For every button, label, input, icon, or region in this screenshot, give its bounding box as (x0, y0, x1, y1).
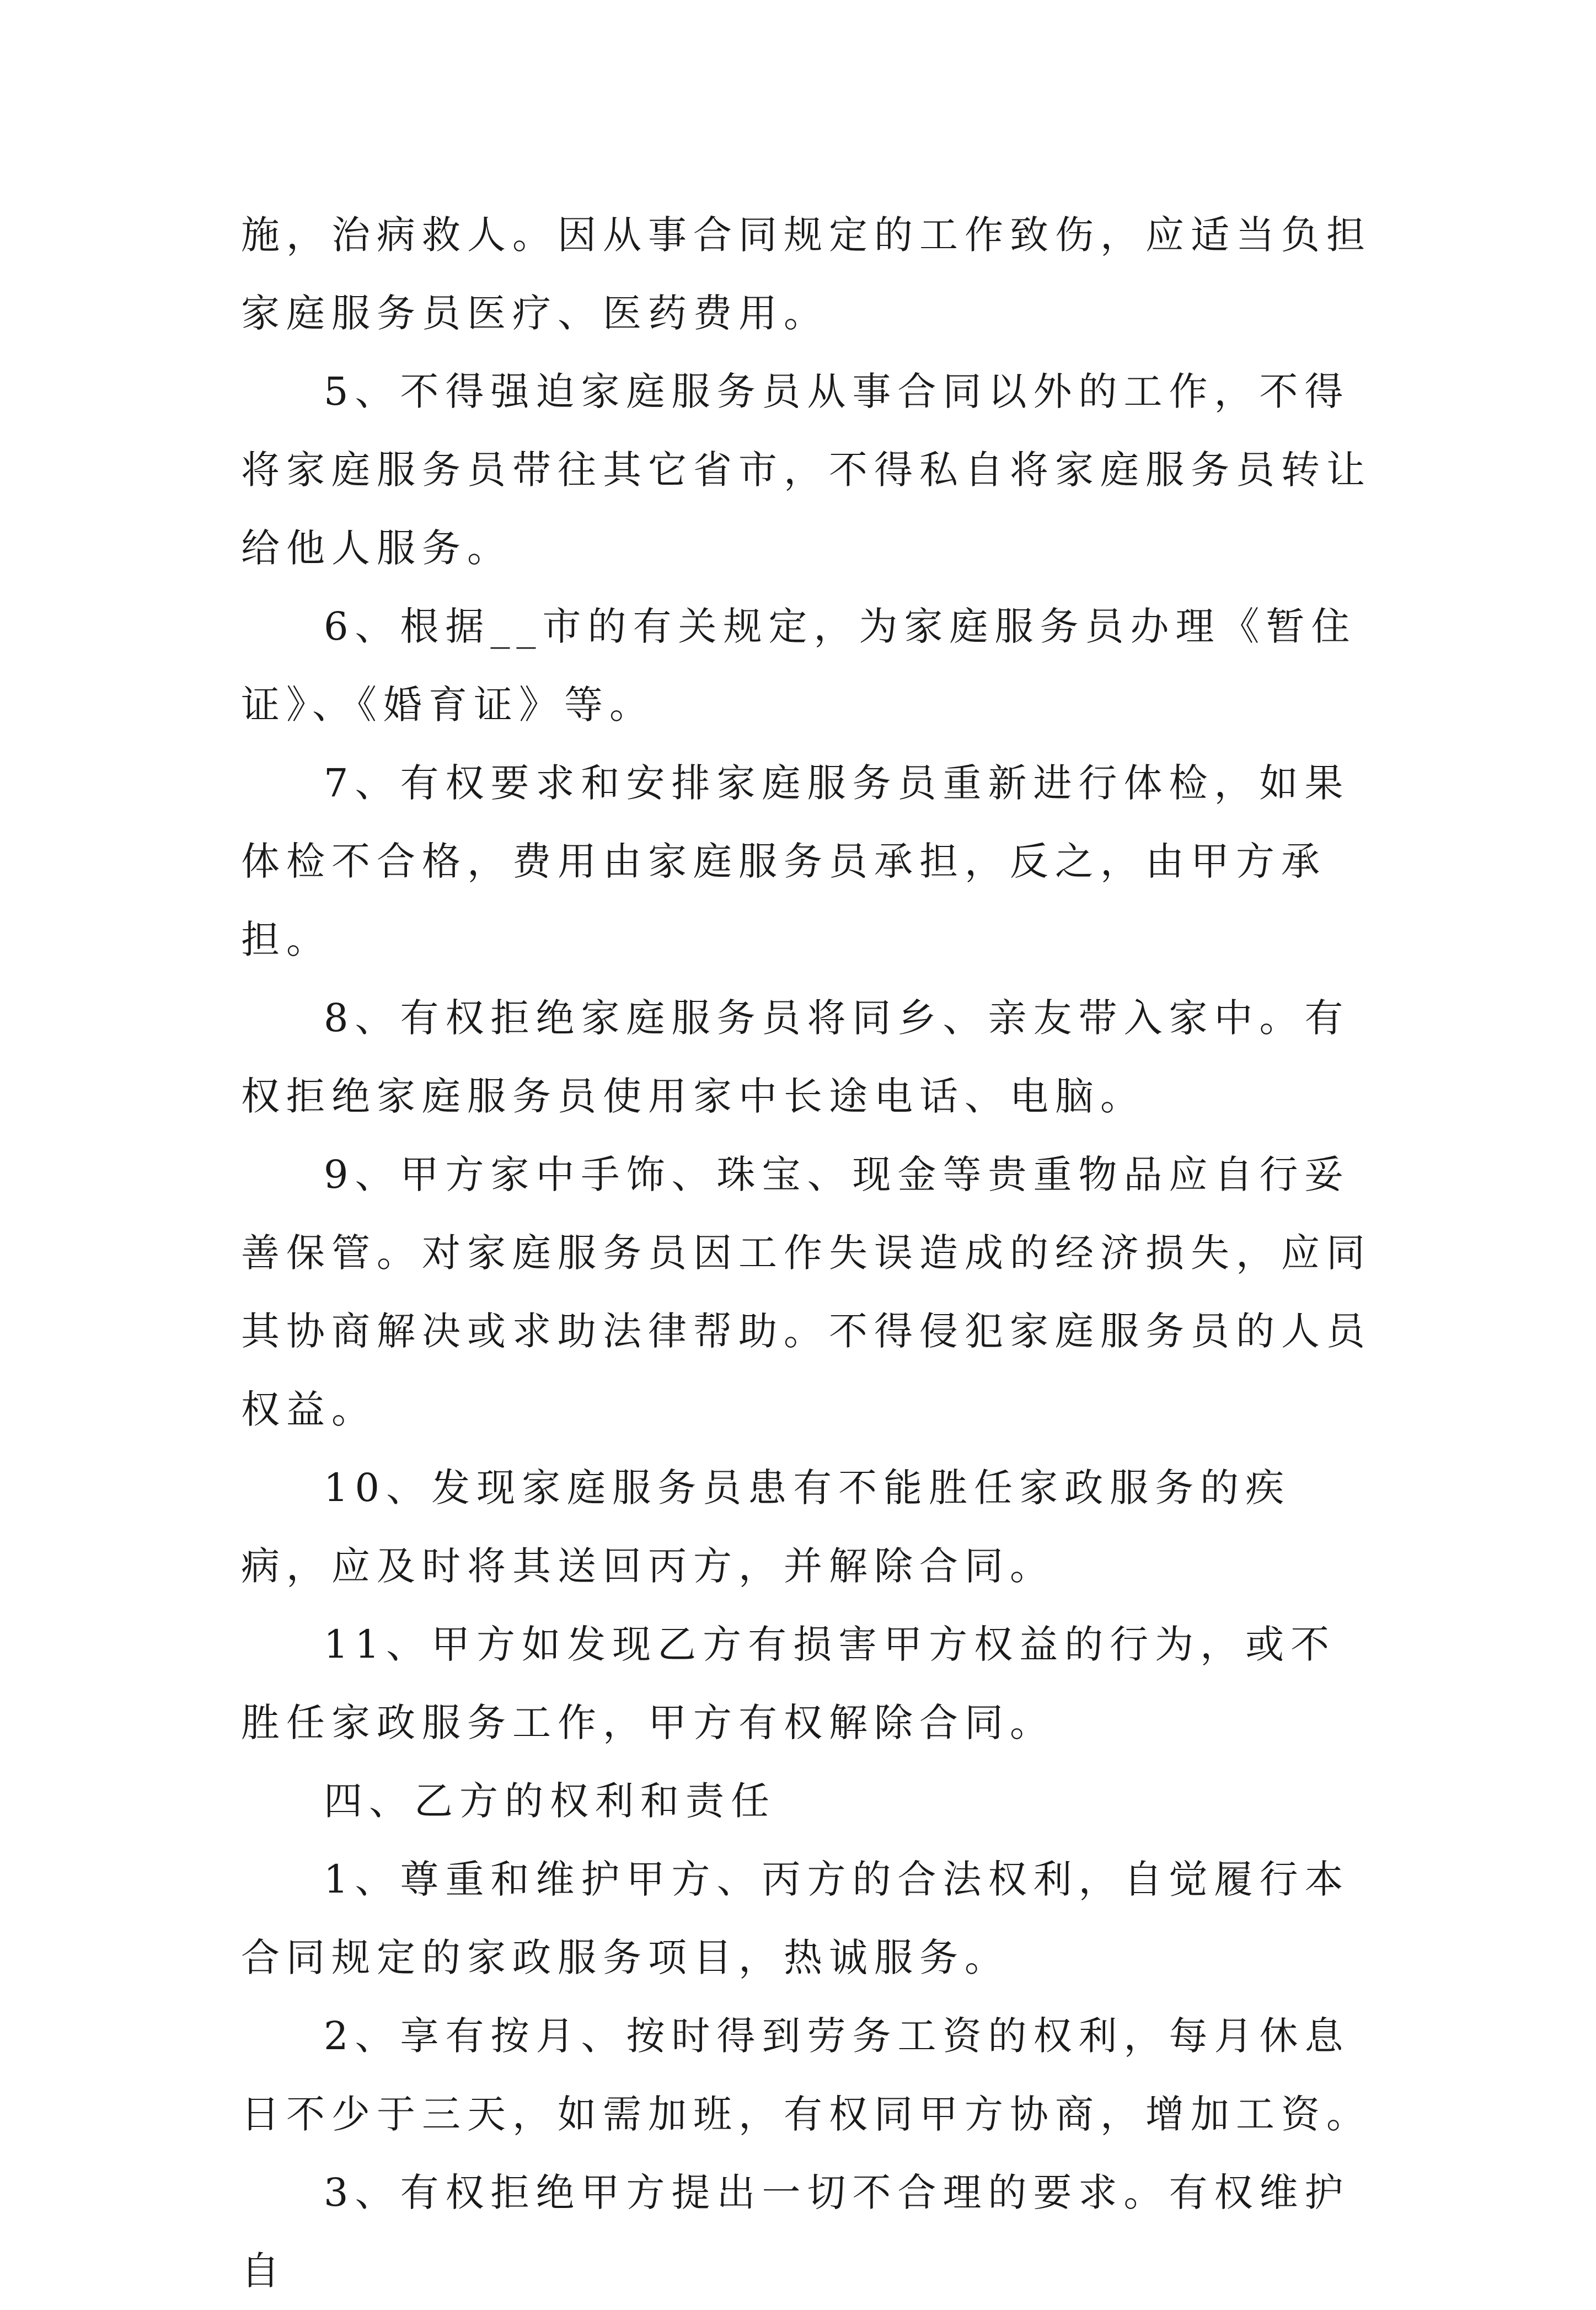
paragraph-party-b-1: 1、尊重和维护甲方、丙方的合法权利，自觉履行本合同规定的家政服务项目，热诚服务。 (241, 1857, 1350, 1980)
section-heading-4: 四、乙方的权利和责任 (324, 1778, 776, 1824)
paragraph-item-10: 10、发现家庭服务员患有不能胜任家政服务的疾病，应及时将其送回丙方，并解除合同。 (241, 1465, 1291, 1589)
paragraph-item-11: 11、甲方如发现乙方有损害甲方权益的行为，或不胜任家政服务工作，甲方有权解除合同。 (241, 1622, 1336, 1745)
paragraph-continuation: 施，治病救人。因从事合同规定的工作致伤，应适当负担家庭服务员医疗、医药费用。 (241, 212, 1372, 336)
paragraph-item-9: 9、甲方家中手饰、珠宝、现金等贵重物品应自行妥善保管。对家庭服务员因工作失误造成的经济损失，应同其协商解决或求助法律帮助。不得侵犯家庭服务员的人员权益。 (241, 1152, 1372, 1432)
paragraph-item-7: 7、有权要求和安排家庭服务员重新进行体检，如果体检不合格，费用由家庭服务员承担，反之，由甲方承担。 (241, 760, 1350, 962)
paragraph-item-5: 5、不得强迫家庭服务员从事合同以外的工作，不得将家庭服务员带往其它省市，不得私自将家庭服务员转让给他人服务。 (241, 369, 1372, 571)
paragraph-item-6: 6、根据__市的有关规定，为家庭服务员办理《暂住证》、《婚育证》等。 (241, 604, 1357, 727)
paragraph-item-8: 8、有权拒绝家庭服务员将同乡、亲友带入家中。有权拒绝家庭服务员使用家中长途电话、电脑。 (241, 995, 1350, 1119)
document-body (241, 196, 1380, 2310)
paragraph-party-b-3: 3、有权拒绝甲方提出一切不合理的要求。有权维护自 (241, 2170, 1350, 2293)
paragraph-party-b-2: 2、享有按月、按时得到劳务工资的权利，每月休息日不少于三天，如需加班，有权同甲方协商，增加工资。 (241, 2013, 1372, 2137)
